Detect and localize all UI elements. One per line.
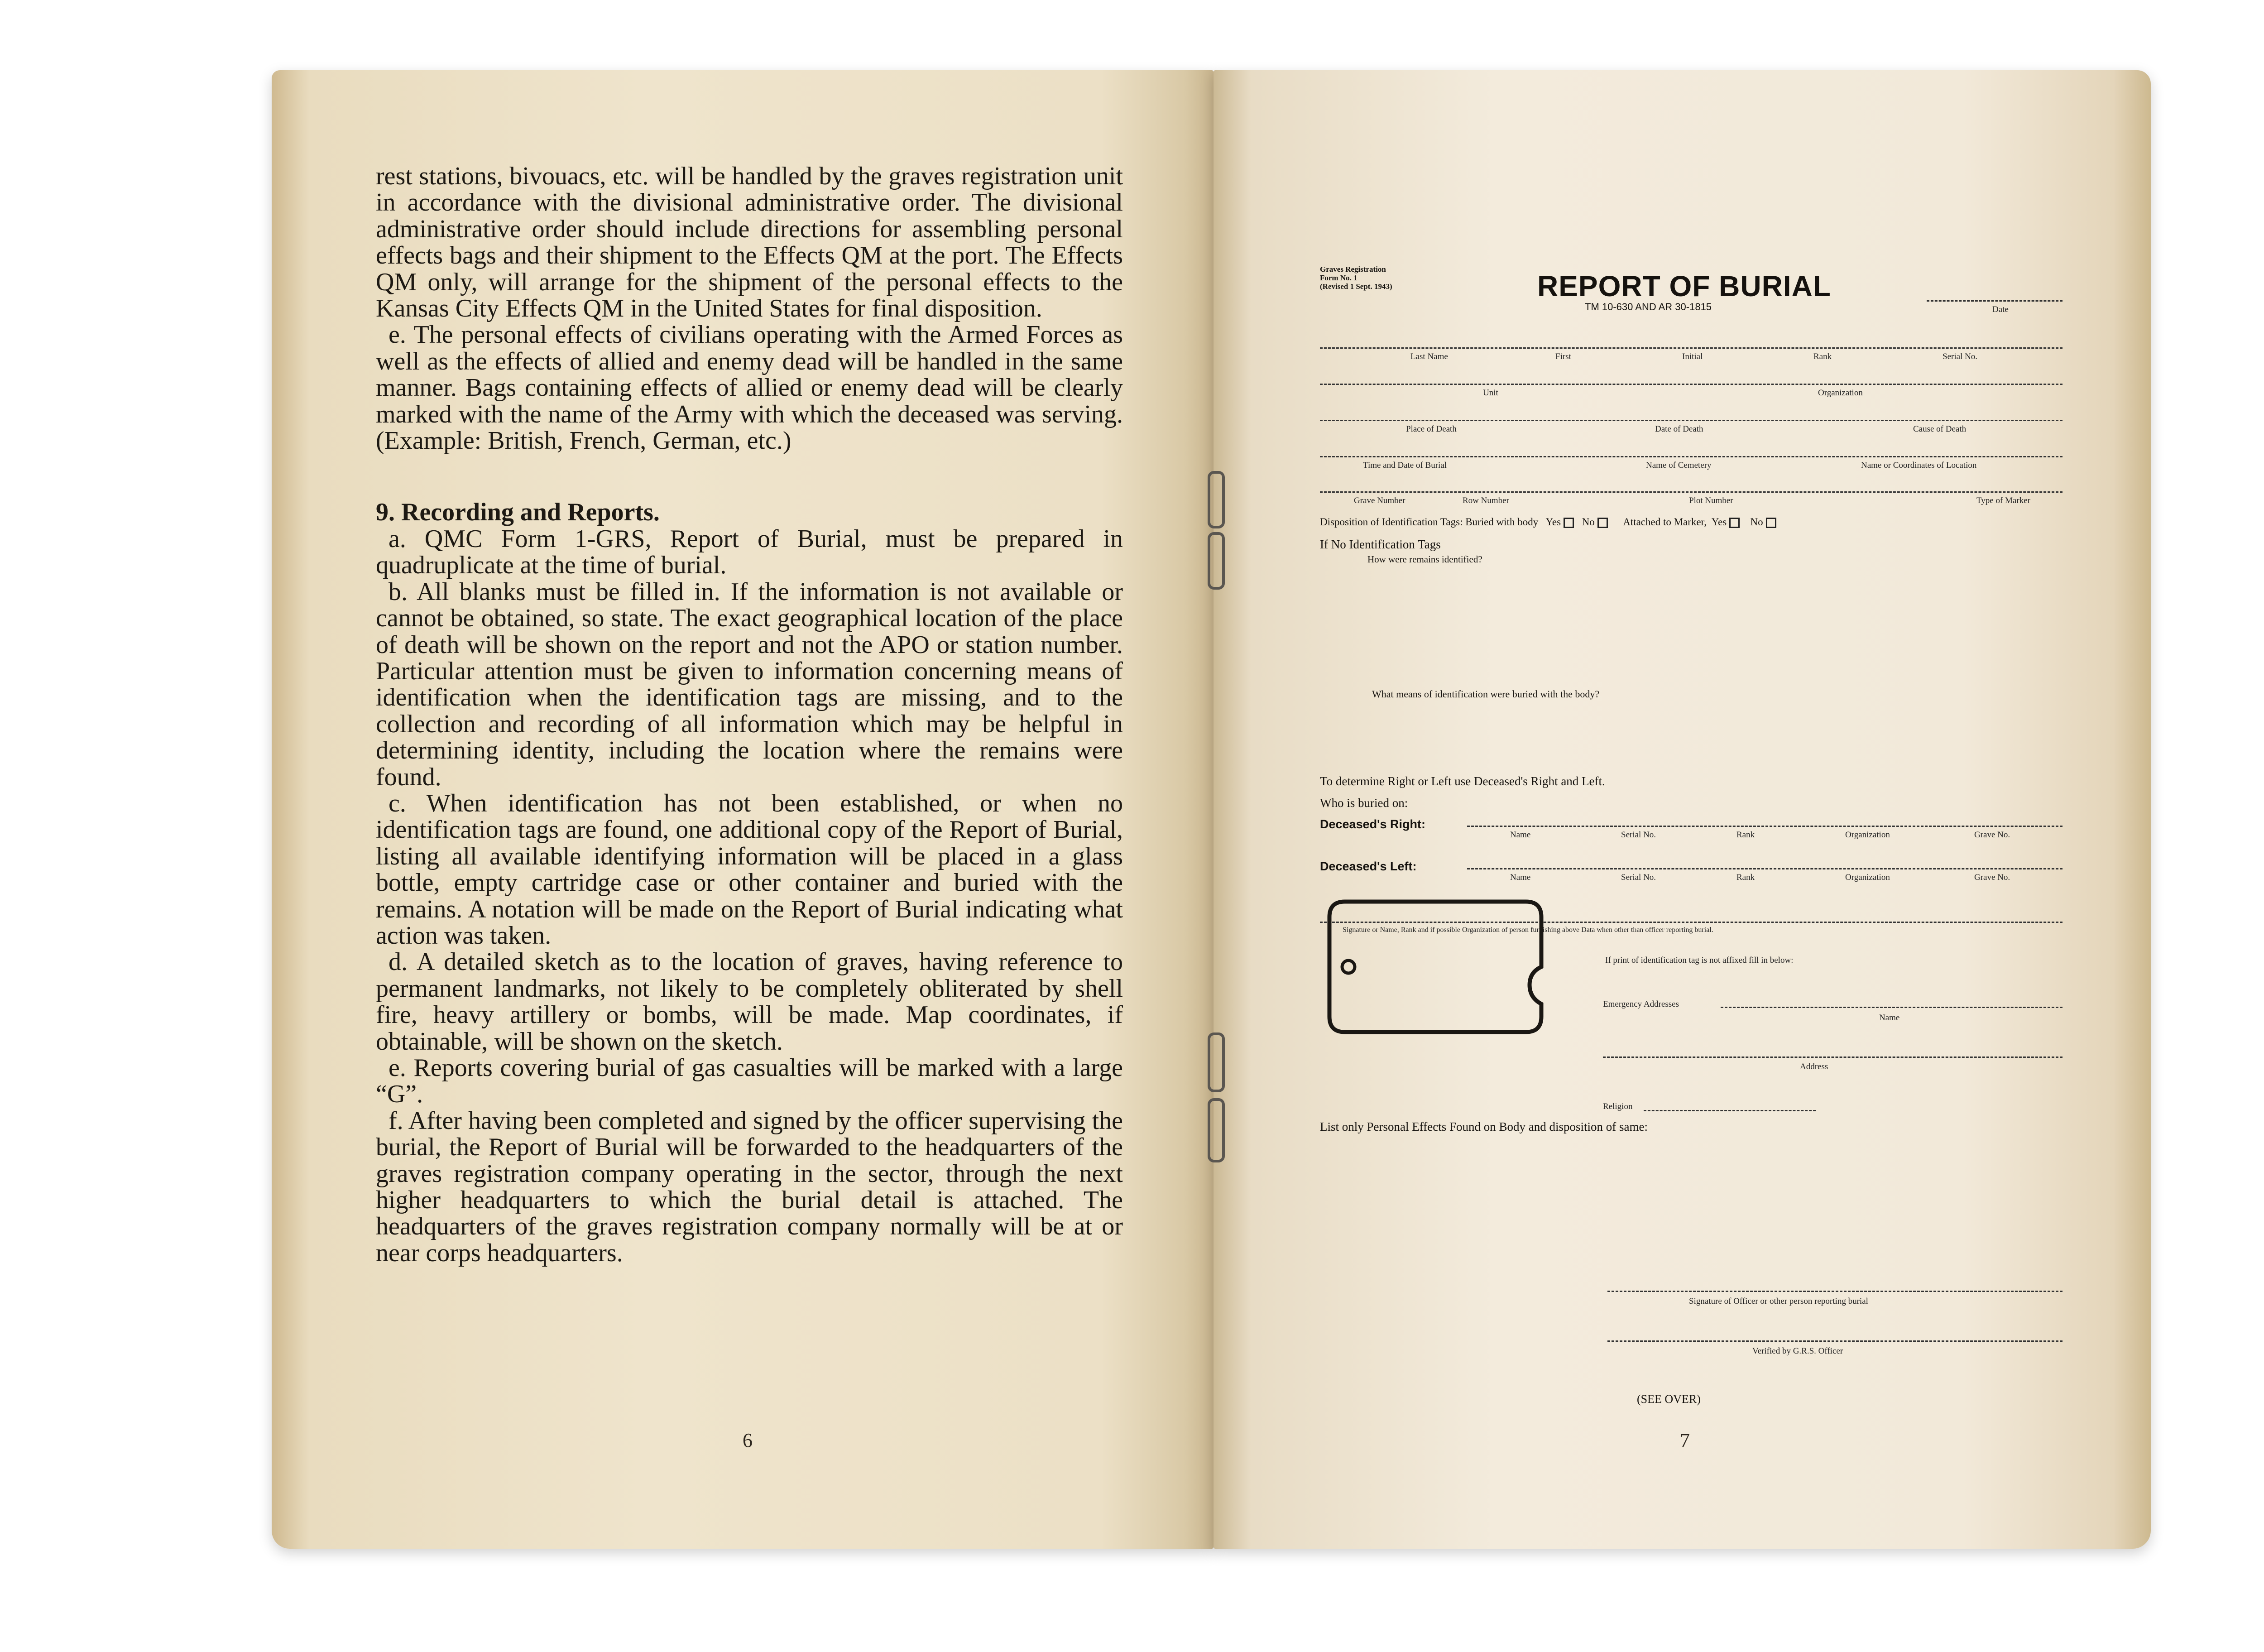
staple — [1208, 1098, 1225, 1162]
form-title: REPORT OF BURIAL — [1537, 270, 1831, 303]
paragraph: rest stations, bivouacs, etc. will be handled by the graves registration unit in accordance with the divisional administrative order. The divisional administrative order should include directions for assembling personal effects bags and their shipment to the Effects QM at the port. The Effects QM only, will arrange for the shipment of the personal effects to the Kansas City Effects QM in the United States for final disposition. — [376, 162, 1123, 323]
page-number: 6 — [743, 1429, 753, 1451]
report-of-burial-form — [1320, 70, 2063, 1549]
form-id: Graves Registration Form No. 1 (Revised 1 Sept. 1943) — [1320, 265, 1392, 291]
field-label: Grave No. — [1974, 873, 2010, 882]
staple — [1208, 532, 1225, 590]
disposition-row: Disposition of Identification Tags: Buried with body Yes No Attached to Marker, Yes No — [1320, 516, 1779, 528]
field-label: Type of Marker — [1976, 496, 2030, 505]
address-label: Address — [1800, 1062, 1828, 1071]
field-label: Organization — [1845, 830, 1890, 840]
right-page — [1214, 70, 2151, 1549]
field-label: Name — [1510, 873, 1531, 882]
left-page — [272, 70, 1214, 1549]
signature-note: Signature or Name, Rank and if possible Organization of person furnishing above Data when other than officer reporting burial. — [1343, 926, 1713, 934]
effects-label: List only Personal Effects Found on Body and disposition of same: — [1320, 1120, 1648, 1133]
officer-signature-label: Signature of Officer or other person reporting burial — [1689, 1297, 1868, 1306]
deceased-right-label: Deceased's Right: — [1320, 817, 1425, 831]
field-label: Place of Death — [1406, 424, 1457, 434]
paragraph: b. All blanks must be filled in. If the information is not available or cannot be obtained, so state. The exact geographical location of the place of death will be shown on the report and not the APO or station number. Particular attention must be given to information concerning means of identification when the identification tags are missing, and to the collection and recording of all information which may be helpful in determining identity, including the location where the remains were found. — [376, 577, 1123, 791]
field-label: Date of Death — [1655, 424, 1703, 434]
paragraph: f. After having been completed and signed by the officer supervising the burial, the Report of Burial will be forwarded to the headquarters of the graves registration company operating in the sector, through the next higher headquarters to which the burial detail is attached. The headquarters of the graves registration company normally will be at or near corps headquarters. — [376, 1106, 1123, 1267]
left-page-text — [376, 163, 1123, 1266]
paragraph: d. A detailed sketch as to the location of graves, having reference to permanent landmarks, not likely to be completely obliterated by shell fire, heavy artillery or bombs, will be made. Map coordinates, if obtainable, will be shown on the sketch. — [376, 948, 1123, 1056]
deceased-left-label: Deceased's Left: — [1320, 860, 1417, 873]
paragraph: a. QMC Form 1-GRS, Report of Burial, must be prepared in quadruplicate at the time of burial. — [376, 524, 1123, 580]
who-buried-label: Who is buried on: — [1320, 796, 1408, 810]
determine-label: To determine Right or Left use Deceased's Right and Left. — [1320, 774, 1605, 788]
field-label: Cause of Death — [1913, 424, 1967, 434]
field-label: Last Name — [1410, 352, 1448, 361]
field-label: First — [1555, 352, 1571, 361]
name-label: Name — [1879, 1013, 1900, 1023]
page-number: 7 — [1680, 1429, 1690, 1451]
field-label: Serial No. — [1943, 352, 1978, 361]
date-label: Date — [1992, 305, 2009, 314]
field-label: Plot Number — [1689, 496, 1733, 505]
section-heading: 9. Recording and Reports. — [376, 498, 660, 527]
staple — [1208, 471, 1225, 528]
field-label: Grave Number — [1354, 496, 1405, 505]
no-checkbox[interactable] — [1766, 518, 1776, 528]
staple — [1208, 1032, 1225, 1092]
field-label: Serial No. — [1621, 873, 1656, 882]
field-label: Grave No. — [1974, 830, 2010, 840]
field-label: Organization — [1845, 873, 1890, 882]
open-booklet — [272, 70, 2151, 1549]
field-label: Name or Coordinates of Location — [1861, 461, 1977, 470]
see-over-label: (SEE OVER) — [1637, 1393, 1701, 1406]
field-label: Row Number — [1463, 496, 1509, 505]
means-buried-label: What means of identification were buried with the body? — [1372, 688, 1600, 700]
field-label: Name of Cemetery — [1646, 461, 1712, 470]
field-label: Rank — [1736, 873, 1755, 882]
field-label: Initial — [1682, 352, 1703, 361]
how-identified-label: How were remains identified? — [1367, 554, 1482, 565]
paragraph: e. Reports covering burial of gas casualties will be marked with a large “G”. — [376, 1054, 1123, 1109]
field-label: Organization — [1818, 388, 1863, 398]
no-tags-label: If No Identification Tags — [1320, 538, 1441, 551]
no-checkbox[interactable] — [1597, 518, 1608, 528]
emergency-label: Emergency Addresses — [1603, 999, 1679, 1009]
verified-label: Verified by G.R.S. Officer — [1752, 1346, 1843, 1356]
field-label: Time and Date of Burial — [1363, 461, 1447, 470]
field-label: Serial No. — [1621, 830, 1656, 840]
field-label: Unit — [1483, 388, 1498, 398]
field-label: Rank — [1813, 352, 1832, 361]
print-note: If print of identification tag is not affixed fill in below: — [1605, 956, 1794, 965]
field-label: Name — [1510, 830, 1531, 840]
yes-checkbox[interactable] — [1729, 518, 1740, 528]
field-label: Rank — [1736, 830, 1755, 840]
yes-checkbox[interactable] — [1564, 518, 1574, 528]
paragraph: e. The personal effects of civilians operating with the Armed Forces as well as the effects of allied and enemy dead will be handled in the same manner. Bags containing effects of allied or enemy dead will be clearly marked with the name of the Army with which the deceased was serving. (Example: British, French, German, etc.) — [376, 321, 1123, 455]
religion-label: Religion — [1603, 1102, 1633, 1111]
paragraph: c. When identification has not been established, or when no identification tags are found, one additional copy of the Report of Burial, listing all available identifying information will be placed in a glass bottle, empty cartridge case or other container and buried with the remains. A notation will be made on the Report of Burial indicating what action was taken. — [376, 789, 1123, 950]
identification-tag-outline — [1327, 899, 1544, 1035]
form-subtitle: TM 10-630 AND AR 30-1815 — [1585, 301, 1712, 312]
